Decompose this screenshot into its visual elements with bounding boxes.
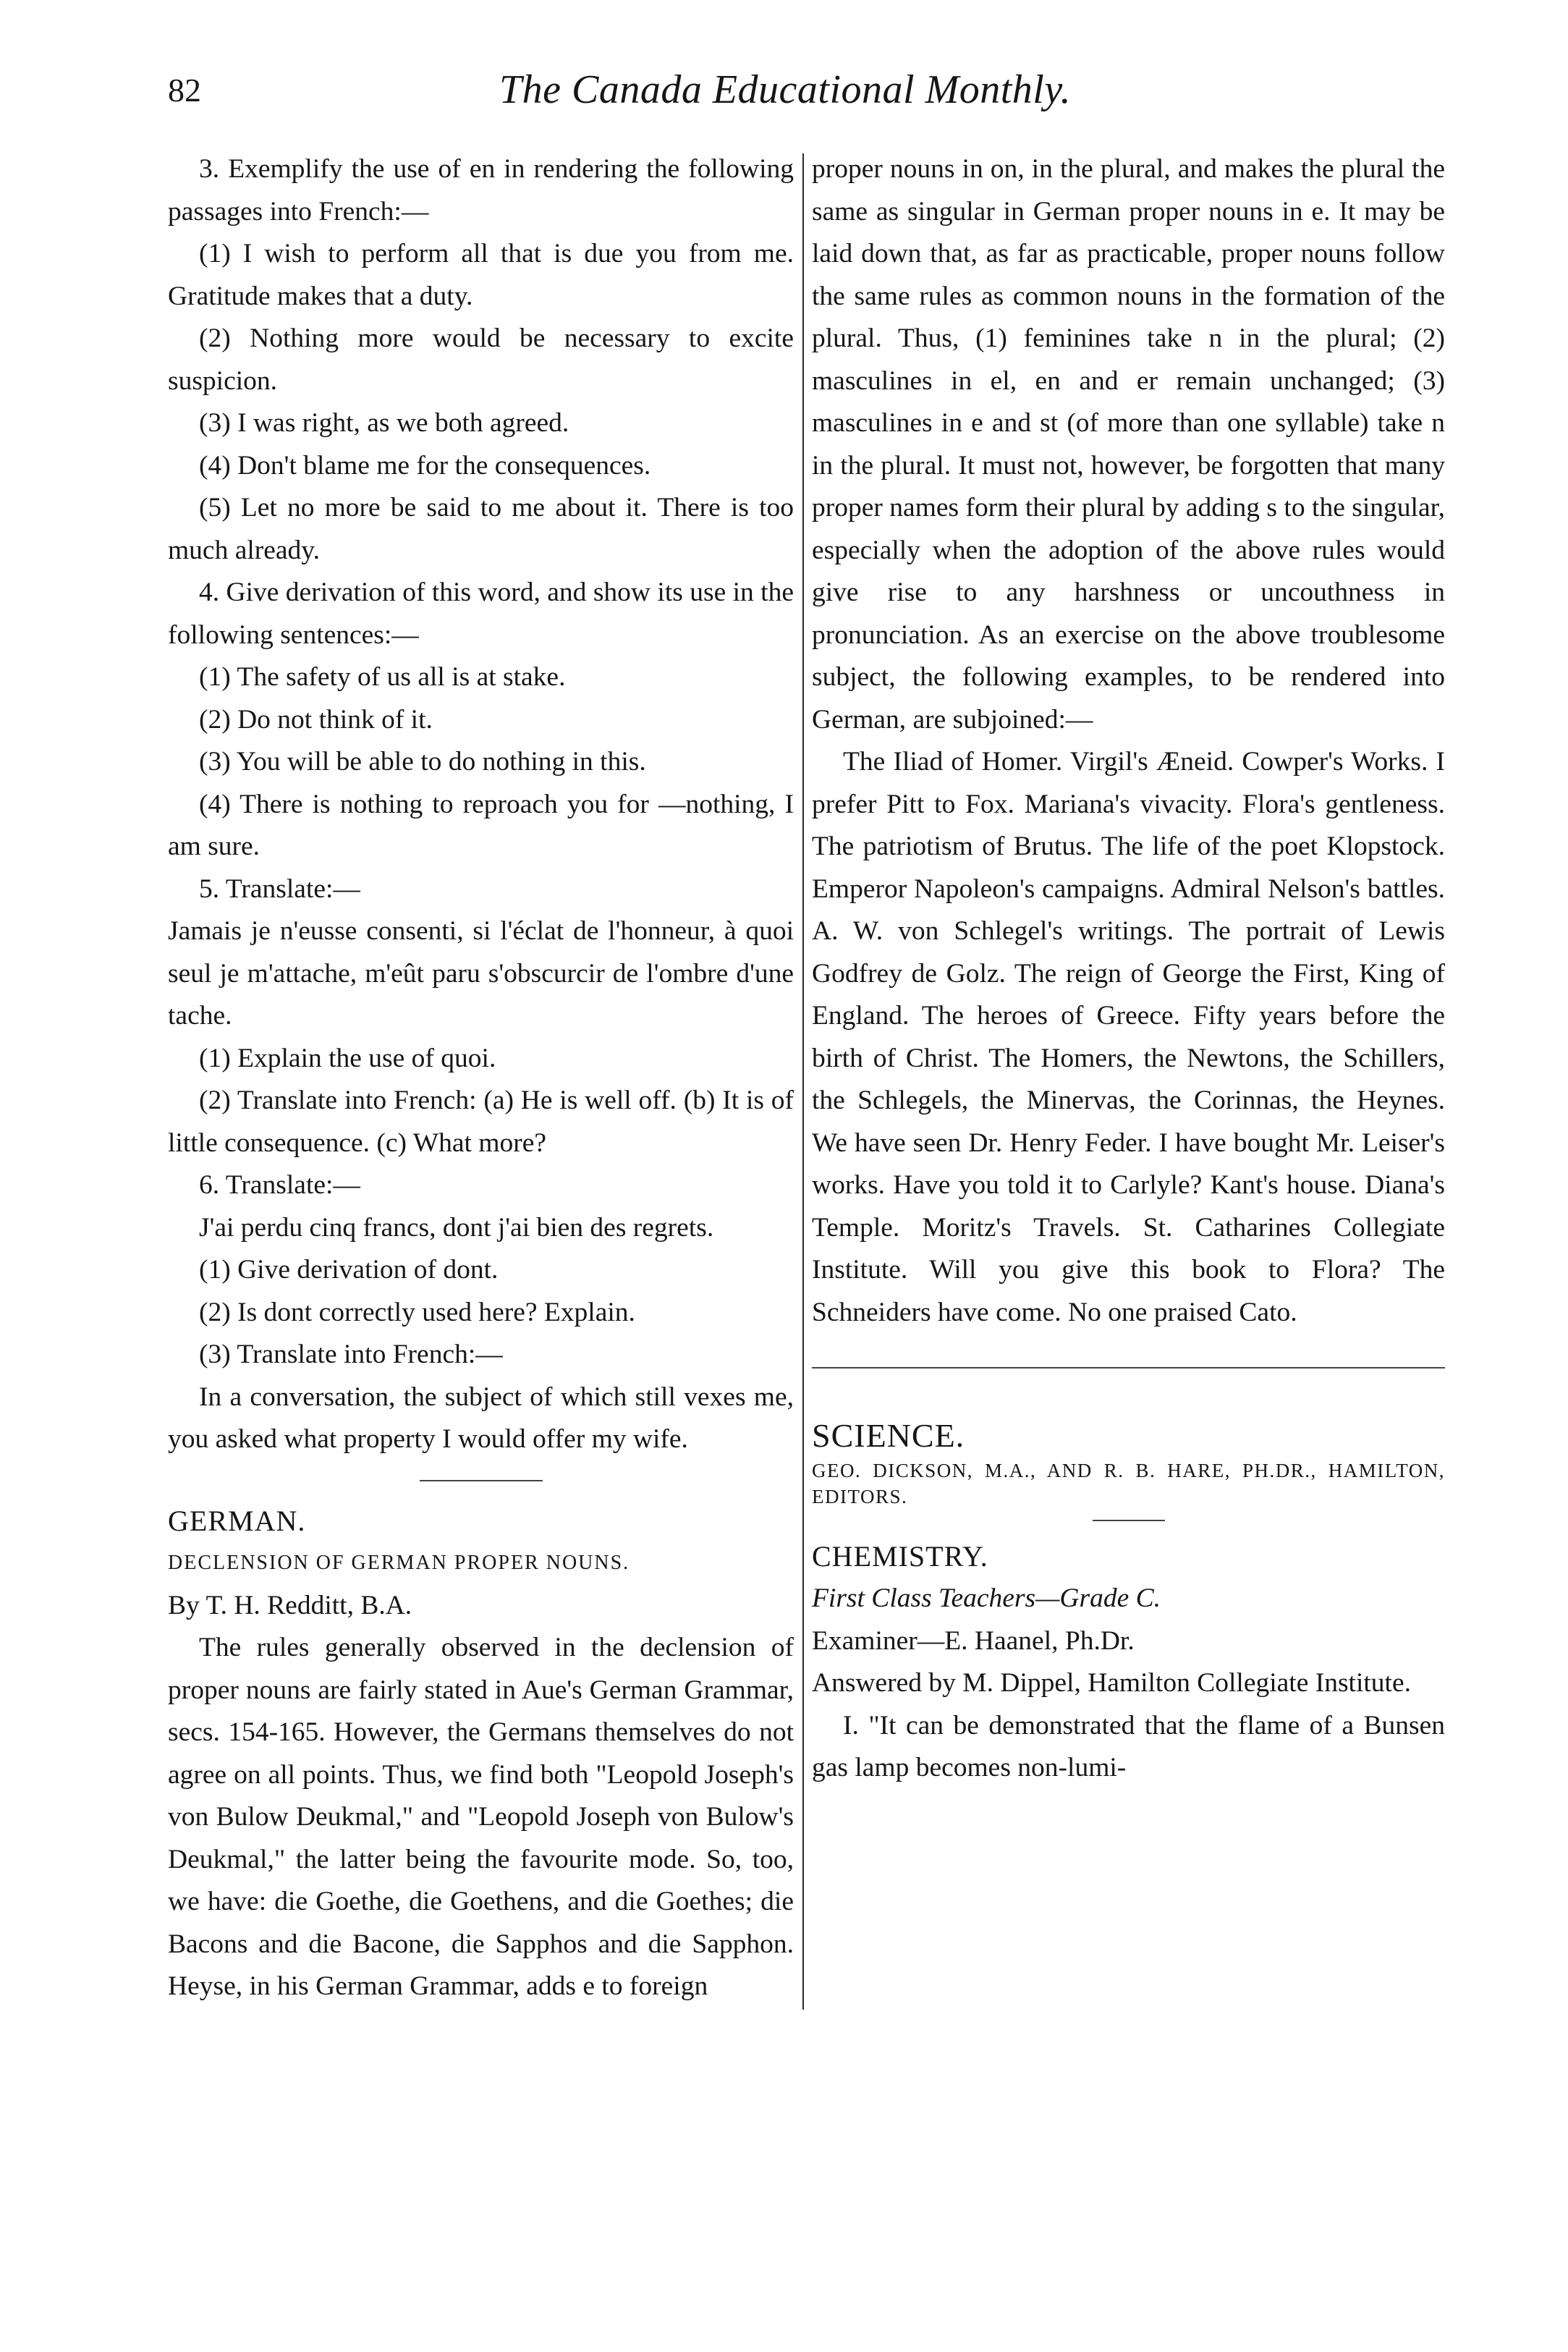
byline: By T. H. Redditt, B.A. — [168, 1590, 412, 1620]
section-heading-science: SCIENCE. — [812, 1417, 965, 1454]
list-item: (1) I wish to perform all that is due you from me. Gratitude makes that a duty. — [168, 239, 794, 311]
french-passage: J'ai perdu cinq francs, dont j'ai bien des regrets. — [199, 1212, 714, 1243]
right-column — [812, 148, 1445, 1790]
answered-by-line: Answered by M. Dippel, Hamilton Collegiate Institute. — [812, 1668, 1411, 1698]
list-item: (3) Translate into French:— — [199, 1340, 503, 1369]
question-6-intro: 6. Translate:— — [199, 1170, 360, 1200]
list-item: (1) Explain the use of quoi. — [199, 1043, 496, 1073]
page-number: 82 — [168, 72, 201, 109]
list-item: (2) Translate into French: (a) He is well off. (b) It is of little consequence. (c) What more? — [168, 1086, 794, 1158]
list-item: (1) Give derivation of dont. — [199, 1255, 499, 1285]
column-divider — [802, 153, 804, 2010]
list-item: (1) The safety of us all is at stake. — [199, 662, 566, 692]
question-5-intro: 5. Translate:— — [199, 873, 360, 904]
article-paragraph: The rules generally observed in the declension of proper nouns are fairly stated in Aue's German Grammar, secs. 154-165. However, the Germans themselves do not agree on all points. Thus, we find both "Leopold Joseph's von Bulow Deukmal," and "Leopold Joseph von Bulow's Deukmal," the latter being the favourite mode. So, too, we have: die Goethe, die Goethens, and die Goethes; die Bacons and die Bacone, die Sapphos and die Sapphon. Heyse, in his German Grammar, adds e to foreign — [168, 1633, 794, 2001]
examiner-line: Examiner—E. Haanel, Ph.Dr. — [812, 1625, 1135, 1656]
list-item: (2) Do not think of it. — [199, 704, 433, 735]
list-item: (5) Let no more be said to me about it. There is too much already. — [168, 493, 794, 565]
question-3-intro: 3. Exemplify the use of en in rendering the following passages into French:— — [168, 154, 794, 227]
article-title: DECLENSION OF GERMAN PROPER NOUNS. — [168, 1552, 630, 1574]
article-paragraph: proper nouns in on, in the plural, and makes the plural the same as singular in German proper nouns in e. It may be laid down that, as far as practicable, proper nouns follow the same rules as common nouns in the formation of the plural. Thus, (1) feminines take n in the plural; (2) masculines in el, en and er remain unchanged; (3) masculines in e and st (of more than one syllable) take n in the plural. It must not, however, be forgotten that many proper names form their plural by adding s to the singular, especially when the adoption of the above rules would give rise to any harshness or uncouthness in pronunciation. As an exercise on the above troublesome subject, the following examples, to be rendered into German, are subjoined:— — [812, 154, 1445, 735]
chemistry-question-1: I. "It can be demonstrated that the flame of a Bunsen gas lamp becomes non-lumi- — [812, 1710, 1445, 1782]
section-rule — [812, 1367, 1445, 1369]
left-column — [168, 148, 794, 2008]
exam-class: First Class Teachers—Grade C. — [812, 1583, 1161, 1613]
editors-line: GEO. DICKSON, M.A., AND R. B. HARE, PH.DR., HAMILTON, EDITORS. — [812, 1459, 1445, 1507]
translation-exercise: In a conversation, the subject of which still vexes me, you asked what property I would offer my wife. — [168, 1382, 794, 1454]
list-item: (4) Don't blame me for the consequences. — [199, 450, 651, 481]
list-item: (3) I was right, as we both agreed. — [199, 408, 569, 438]
french-passage: Jamais je n'eusse consenti, si l'éclat de l'honneur, à quoi seul je m'attache, m'eût paru s'obscurcir de l'ombre d'une tache. — [168, 916, 794, 1031]
section-rule — [420, 1480, 543, 1481]
subsection-heading-chemistry: CHEMISTRY. — [812, 1539, 988, 1573]
list-item: (4) There is nothing to reproach you for —nothing, I am sure. — [168, 789, 794, 861]
list-item: (3) You will be able to do nothing in this. — [199, 747, 646, 777]
list-item: (2) Nothing more would be necessary to excite suspicion. — [168, 323, 794, 396]
section-heading-german: GERMAN. — [168, 1504, 306, 1537]
running-head: The Canada Educational Monthly. — [499, 67, 1072, 112]
question-4-intro: 4. Give derivation of this word, and show its use in the following sentences:— — [168, 578, 794, 650]
german-examples: The Iliad of Homer. Virgil's Æneid. Cowper's Works. I prefer Pitt to Fox. Mariana's vivacity. Flora's gentleness. The patriotism of Brutus. The life of the poet Klopstock. Emperor Napoleon's campaigns. Admiral Nelson's battles. A. W. von Schlegel's writings. The portrait of Lewis Godfrey de Golz. The reign of George the First, King of England. The heroes of Greece. Fifty years before the birth of Christ. The Homers, the Newtons, the Schillers, the Schlegels, the Minervas, the Corinnas, the Heynes. We have seen Dr. Henry Feder. I have bought Mr. Leiser's works. Have you told it to Carlyle? Kant's house. Diana's Temple. Moritz's Travels. St. Catharines Collegiate Institute. Will you give this book to Flora? The Schneiders have come. No one praised Cato. — [812, 747, 1445, 1327]
section-rule — [1093, 1520, 1165, 1521]
list-item: (2) Is dont correctly used here? Explain. — [199, 1297, 635, 1327]
